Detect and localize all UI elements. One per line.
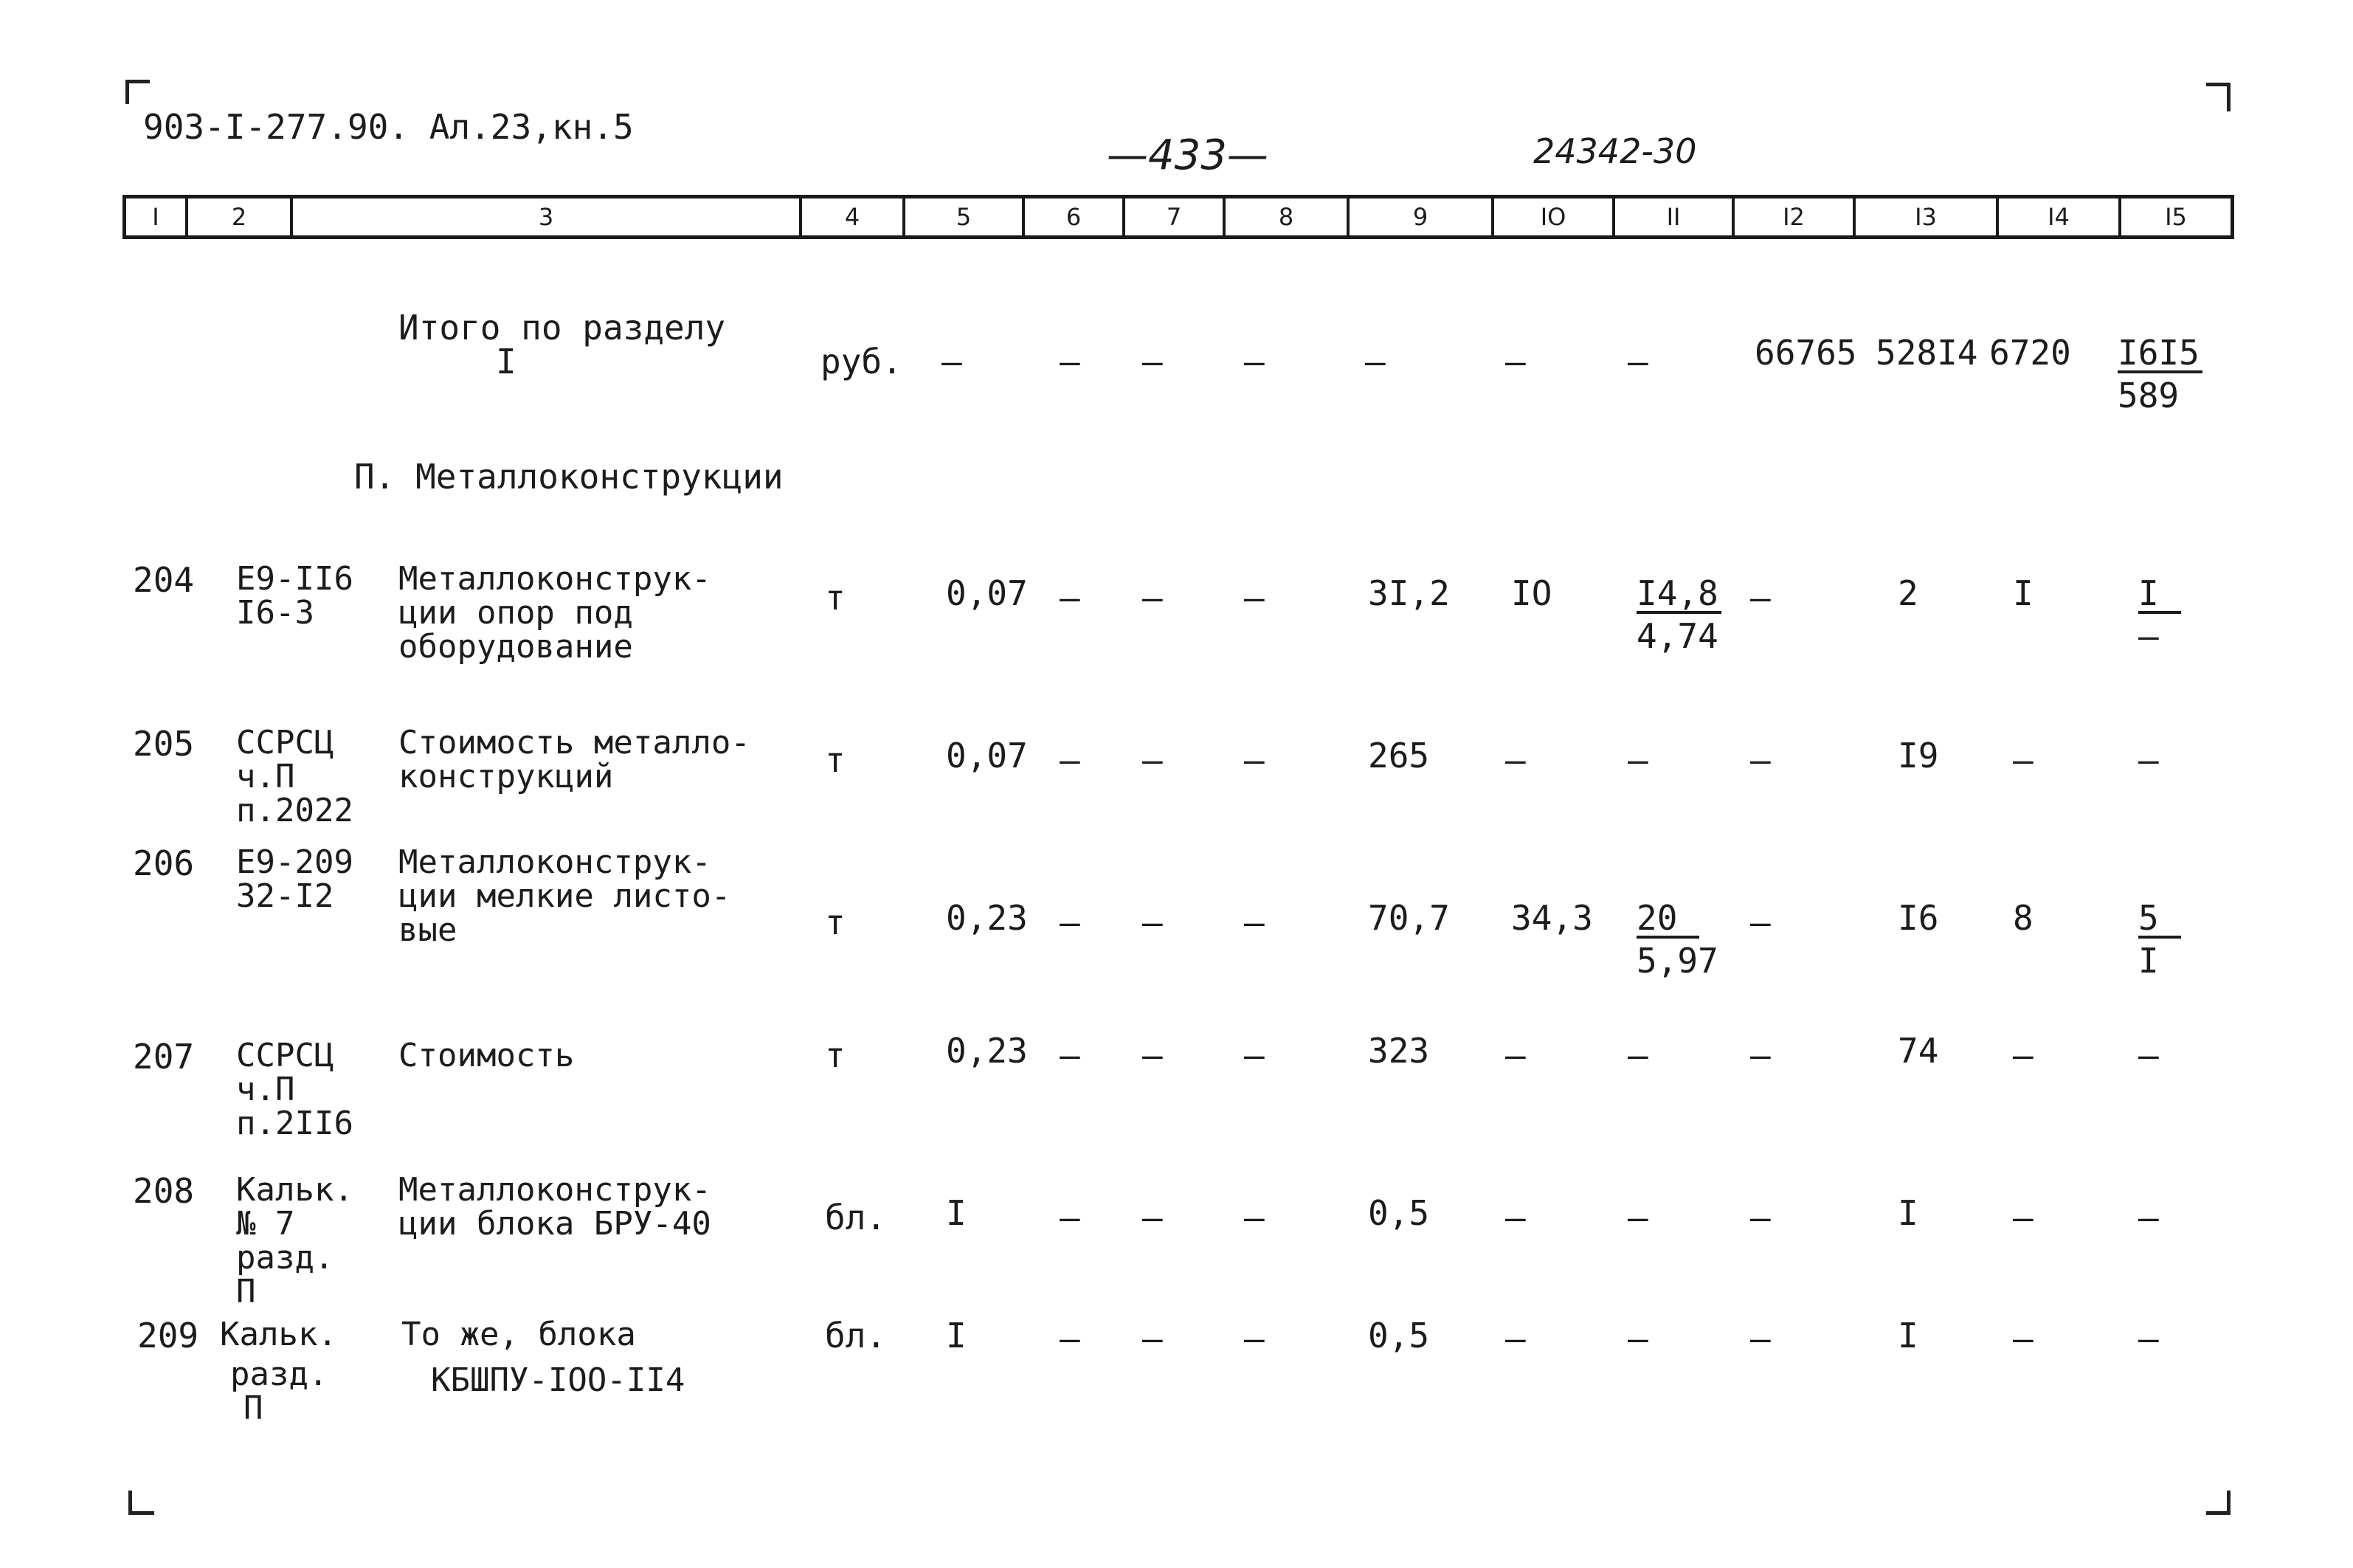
total-c9: – [1365, 342, 1386, 381]
row-name-line: оборудование [398, 628, 633, 666]
row-c13: I9 [1898, 736, 1939, 776]
row-c15: – [2138, 740, 2159, 780]
row-c15-fraction [2138, 573, 2181, 656]
row-code-line: I6-3 [236, 594, 314, 632]
row-name-line: То же, блока [401, 1316, 636, 1353]
row-name-line: Стоимость металло- [398, 724, 750, 761]
row-unit: т [825, 578, 846, 618]
row-c6: – [1060, 578, 1080, 618]
fraction-denominator: 589 [2118, 376, 2180, 415]
column-header: I2 [1735, 198, 1856, 235]
row-name-line: КБШПУ-IOO-II4 [431, 1361, 685, 1399]
column-header: 6 [1025, 198, 1125, 235]
corner-mark-top-left [125, 80, 150, 104]
row-c6: – [1060, 1035, 1080, 1075]
section-title: П. Металлоконструкции [354, 457, 784, 497]
row-c9: 0,5 [1368, 1316, 1430, 1355]
total-c13: 528I4 [1876, 333, 1978, 373]
row-c12: – [1750, 902, 1771, 942]
row-unit: бл. [825, 1316, 887, 1355]
row-c10: – [1505, 1319, 1526, 1358]
row-c11: – [1628, 1035, 1648, 1075]
row-quantity: I [946, 1193, 967, 1233]
row-c13: I [1898, 1193, 1918, 1233]
corner-mark-top-right [2206, 83, 2231, 111]
row-c14: I [2013, 573, 2034, 613]
column-header: 9 [1350, 198, 1494, 235]
row-quantity: 0,07 [946, 573, 1028, 613]
fraction-numerator: I4,8 [1637, 576, 1721, 614]
row-number: 208 [133, 1171, 195, 1211]
row-c7: – [1142, 1198, 1163, 1237]
row-c8: – [1244, 1319, 1265, 1358]
row-number: 204 [133, 560, 195, 600]
page-number: —433— [1107, 131, 1268, 179]
row-c7: – [1142, 578, 1163, 618]
row-c6: – [1060, 1319, 1080, 1358]
row-c15: – [2138, 1319, 2159, 1358]
row-unit: т [825, 1035, 846, 1075]
fraction-denominator: 5,97 [1637, 941, 1718, 981]
row-name-line: Стоимость [398, 1037, 575, 1074]
total-label: Итого по разделу [398, 308, 726, 348]
page-number-value: 433 [1148, 131, 1227, 179]
row-code [236, 562, 353, 630]
fraction-denominator: 4,74 [1637, 616, 1718, 656]
row-c12: – [1750, 1319, 1771, 1358]
corner-mark-bottom-left [128, 1491, 154, 1515]
row-c12: – [1750, 1035, 1771, 1075]
row-name-line: вые [398, 911, 457, 949]
row-c6: – [1060, 740, 1080, 780]
fraction-numerator: I [2138, 576, 2181, 614]
total-c5: – [941, 342, 962, 381]
row-c15-fraction [2138, 898, 2181, 981]
row-code-line: п.2022 [236, 792, 353, 829]
row-code-line: разд. [230, 1355, 328, 1393]
column-header: 7 [1125, 198, 1226, 235]
total-label-section: I [496, 342, 516, 381]
row-c10: IO [1511, 573, 1552, 613]
row-c8: – [1244, 740, 1265, 780]
row-name-line: ции опор под [398, 594, 633, 632]
total-c6: – [1060, 342, 1080, 381]
column-header: 2 [188, 198, 293, 235]
row-unit: т [825, 902, 846, 942]
row-code-line: ч.П [236, 758, 295, 795]
row-name [398, 843, 731, 949]
row-c14: – [2013, 1198, 2034, 1237]
row-code-line: ССРСЦ [236, 1037, 334, 1074]
row-c11: – [1628, 1198, 1648, 1237]
row-name [398, 1173, 711, 1241]
row-c9: 323 [1368, 1031, 1430, 1071]
row-code-line: Е9-209 [236, 843, 353, 881]
row-c7: – [1142, 902, 1163, 942]
row-c9: 3I,2 [1368, 573, 1450, 613]
total-c15-fraction [2118, 335, 2202, 413]
row-name-line: ции блока БРУ-40 [398, 1205, 711, 1243]
row-name-line: Металлоконструк- [398, 560, 711, 598]
row-c10: – [1505, 1198, 1526, 1237]
corner-mark-bottom-right [2206, 1491, 2231, 1515]
row-c15: – [2138, 1035, 2159, 1075]
column-header: 5 [905, 198, 1025, 235]
column-header: I [126, 198, 188, 235]
row-c8: – [1244, 1035, 1265, 1075]
column-header-row [122, 195, 2234, 239]
total-c10: – [1505, 342, 1526, 381]
row-code-line: разд. [236, 1239, 334, 1277]
column-header: II [1615, 198, 1735, 235]
fraction-denominator: I [2138, 941, 2159, 981]
row-code [220, 1318, 337, 1426]
row-code-line: Е9-II6 [236, 560, 353, 598]
row-c13: 74 [1898, 1031, 1939, 1071]
row-name-line: Металлоконструк- [398, 1171, 711, 1209]
row-c9: 0,5 [1368, 1193, 1430, 1233]
row-c14: – [2013, 740, 2034, 780]
total-unit: руб. [820, 342, 902, 381]
row-c10: 34,3 [1511, 898, 1593, 938]
row-code [236, 1173, 353, 1309]
row-name-line: конструкций [398, 758, 614, 795]
row-code-line: № 7 [236, 1205, 295, 1243]
total-c14: 6720 [1989, 333, 2071, 373]
row-number: 207 [133, 1037, 195, 1077]
row-c10: – [1505, 740, 1526, 780]
row-c13: I6 [1898, 898, 1939, 938]
row-c8: – [1244, 578, 1265, 618]
row-code-line: Кальк. [220, 1316, 337, 1353]
row-c13: I [1898, 1316, 1918, 1355]
row-unit: бл. [825, 1198, 887, 1237]
row-code-line: П [236, 1273, 256, 1310]
row-c11-fraction [1637, 898, 1718, 981]
row-c11: – [1628, 1319, 1648, 1358]
row-name [398, 726, 750, 794]
row-code [236, 1039, 353, 1141]
row-code-line: ССРСЦ [236, 724, 334, 761]
row-name-line: Металлоконструк- [398, 843, 711, 881]
fraction-numerator: 5 [2138, 900, 2181, 939]
row-name [401, 1318, 685, 1398]
row-c14: – [2013, 1319, 2034, 1358]
row-c7: – [1142, 1035, 1163, 1075]
row-name [398, 562, 711, 664]
row-code-line: П [243, 1389, 263, 1427]
row-c15: – [2138, 1198, 2159, 1237]
row-c11: – [1628, 740, 1648, 780]
row-c9: 70,7 [1368, 898, 1450, 938]
row-c10: – [1505, 1035, 1526, 1075]
row-c14: – [2013, 1035, 2034, 1075]
row-c12: – [1750, 1198, 1771, 1237]
row-c11-fraction [1637, 573, 1721, 656]
row-c8: – [1244, 902, 1265, 942]
row-unit: т [825, 740, 846, 780]
row-quantity: 0,23 [946, 1031, 1028, 1071]
row-number: 205 [133, 724, 195, 764]
total-c12: 66765 [1755, 333, 1857, 373]
fraction-numerator: 20 [1637, 900, 1699, 939]
row-c7: – [1142, 740, 1163, 780]
column-header: 8 [1226, 198, 1350, 235]
total-c11: – [1628, 342, 1648, 381]
row-c7: – [1142, 1319, 1163, 1358]
column-header: I5 [2165, 203, 2187, 231]
row-code-line: 32-I2 [236, 877, 334, 915]
total-c7: – [1142, 342, 1163, 381]
row-c6: – [1060, 1198, 1080, 1237]
row-c13: 2 [1898, 573, 1918, 613]
row-name-line: ции мелкие листо- [398, 877, 731, 915]
column-header: 4 [802, 198, 905, 235]
row-c14: 8 [2013, 898, 2034, 938]
row-c6: – [1060, 902, 1080, 942]
row-c8: – [1244, 1198, 1265, 1237]
row-number: 206 [133, 843, 195, 883]
row-code-line: п.2II6 [236, 1105, 353, 1142]
doc-code: 903-I-277.90. Ал.23,кн.5 [143, 107, 634, 147]
column-header: I3 [1856, 198, 1999, 235]
row-code-line: ч.П [236, 1071, 295, 1108]
total-c8: – [1244, 342, 1265, 381]
row-code [236, 843, 353, 915]
row-quantity: I [946, 1316, 967, 1355]
row-name [398, 1039, 574, 1073]
column-header: 3 [293, 198, 802, 235]
row-quantity: 0,23 [946, 898, 1028, 938]
row-c12: – [1750, 740, 1771, 780]
doc-id: 24342-30 [1533, 131, 1697, 171]
row-c9: 265 [1368, 736, 1430, 776]
row-number: 209 [137, 1316, 199, 1355]
column-header: IO [1494, 198, 1615, 235]
row-quantity: 0,07 [946, 736, 1028, 776]
fraction-denominator: – [2138, 616, 2159, 656]
row-code [236, 726, 353, 828]
column-header: I4 [1999, 198, 2121, 235]
row-c12: – [1750, 578, 1771, 618]
row-code-line: Кальк. [236, 1171, 353, 1209]
fraction-numerator: I6I5 [2118, 335, 2202, 373]
